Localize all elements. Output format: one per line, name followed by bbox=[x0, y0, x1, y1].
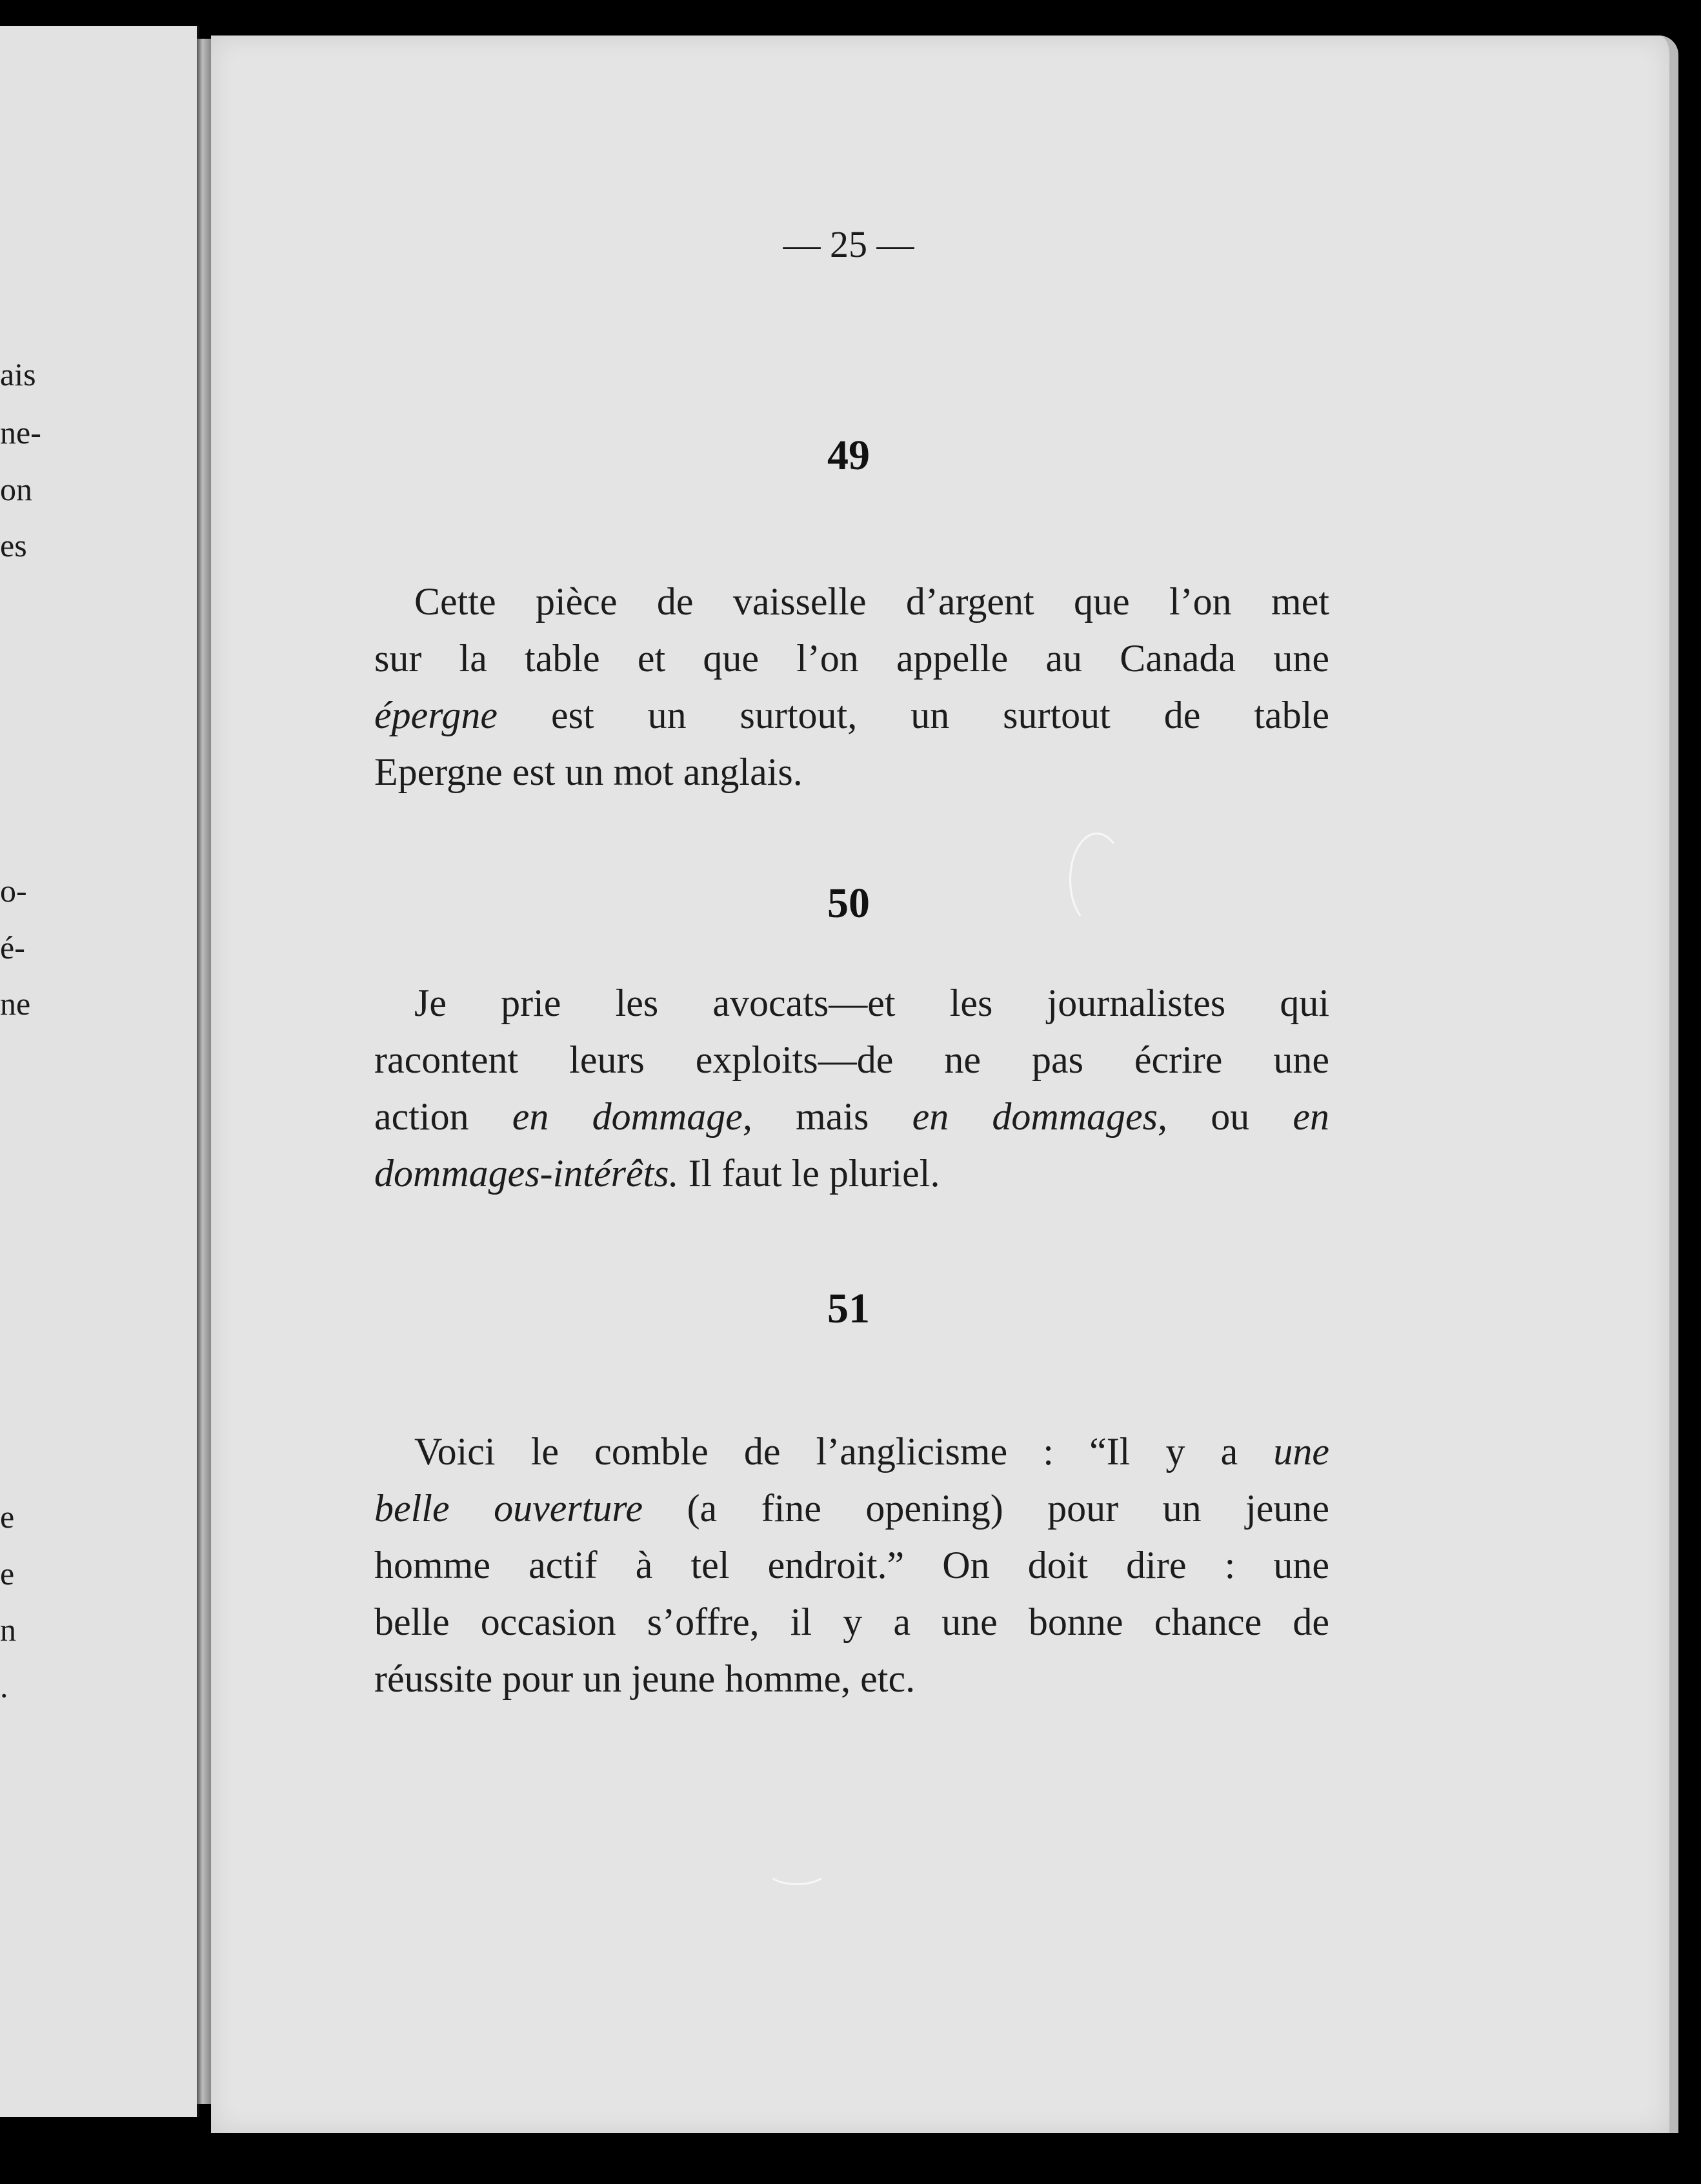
section-50-paragraph bbox=[374, 975, 1329, 1202]
left-page-fragment: é- bbox=[0, 929, 25, 966]
italic-text: épergne bbox=[374, 694, 498, 736]
left-facing-page bbox=[0, 26, 199, 2117]
paragraph-line bbox=[374, 687, 1329, 743]
scratch-mark bbox=[766, 1855, 828, 1885]
left-page-fragment: o- bbox=[0, 873, 27, 909]
paragraph-line bbox=[374, 743, 1329, 800]
paragraph-line bbox=[374, 573, 1329, 630]
italic-text: une bbox=[1273, 1430, 1329, 1473]
paragraph-line bbox=[374, 1537, 1329, 1593]
italic-text: en dommage, bbox=[512, 1095, 752, 1138]
text-run: ou bbox=[1167, 1095, 1293, 1138]
text-run: Il faut le pluriel. bbox=[678, 1152, 940, 1195]
section-51-paragraph bbox=[374, 1423, 1329, 1707]
left-page-fragment: n bbox=[0, 1612, 16, 1648]
section-number-49: 49 bbox=[827, 432, 870, 479]
text-run: belle occasion s’offre, il y a une bonne chance de bbox=[374, 1601, 1329, 1643]
left-page-fragment: ne- bbox=[0, 414, 41, 450]
left-page-fragment: ais bbox=[0, 356, 36, 392]
paragraph-line bbox=[374, 630, 1329, 687]
text-run: est un surtout, un surtout de table bbox=[498, 694, 1329, 736]
book-spine bbox=[197, 39, 211, 2104]
text-run: racontent leurs exploits—de ne pas écrire une bbox=[374, 1038, 1329, 1081]
text-run: réussite pour un jeune homme, etc. bbox=[374, 1657, 916, 1700]
paragraph-line bbox=[374, 1650, 1329, 1707]
text-run: (a fine opening) pour un jeune bbox=[643, 1487, 1329, 1530]
text-run: homme actif à tel endroit.” On doit dire : une bbox=[374, 1544, 1329, 1586]
paragraph-line bbox=[374, 1031, 1329, 1088]
left-page-fragment: ne bbox=[0, 986, 31, 1022]
left-page-fragment: . bbox=[0, 1668, 8, 1704]
text-run: Je prie les avocats—et les journalistes qui bbox=[414, 982, 1329, 1024]
left-page-text-fragments bbox=[0, 26, 197, 2117]
paragraph-line bbox=[374, 1088, 1329, 1145]
left-page-fragment: es bbox=[0, 527, 27, 563]
section-number-50: 50 bbox=[827, 880, 870, 927]
italic-text: dommages-intérêts. bbox=[374, 1152, 679, 1195]
italic-text: en bbox=[1293, 1095, 1330, 1138]
paragraph-line bbox=[374, 975, 1329, 1031]
left-page-fragment: on bbox=[0, 471, 32, 507]
text-run: Epergne est un mot anglais. bbox=[374, 751, 803, 793]
text-run: Voici le comble de l’anglicisme : “Il y a bbox=[414, 1430, 1274, 1473]
left-page-fragment: e bbox=[0, 1499, 15, 1535]
section-number-51: 51 bbox=[827, 1285, 870, 1332]
text-run: Cette pièce de vaisselle d’argent que l’on met bbox=[414, 580, 1329, 623]
paragraph-line bbox=[374, 1145, 1329, 1202]
text-run: sur la table et que l’on appelle au Canada une bbox=[374, 637, 1329, 680]
left-page-fragment: e bbox=[0, 1555, 15, 1592]
paragraph-line bbox=[374, 1423, 1329, 1480]
text-run: action bbox=[374, 1095, 512, 1138]
section-49-paragraph bbox=[374, 573, 1329, 800]
italic-text: en dommages, bbox=[912, 1095, 1168, 1138]
page-number: — 25 — bbox=[783, 223, 914, 265]
text-run: mais bbox=[752, 1095, 912, 1138]
paragraph-line bbox=[374, 1593, 1329, 1650]
italic-text: belle ouverture bbox=[374, 1487, 643, 1530]
paragraph-line bbox=[374, 1480, 1329, 1537]
